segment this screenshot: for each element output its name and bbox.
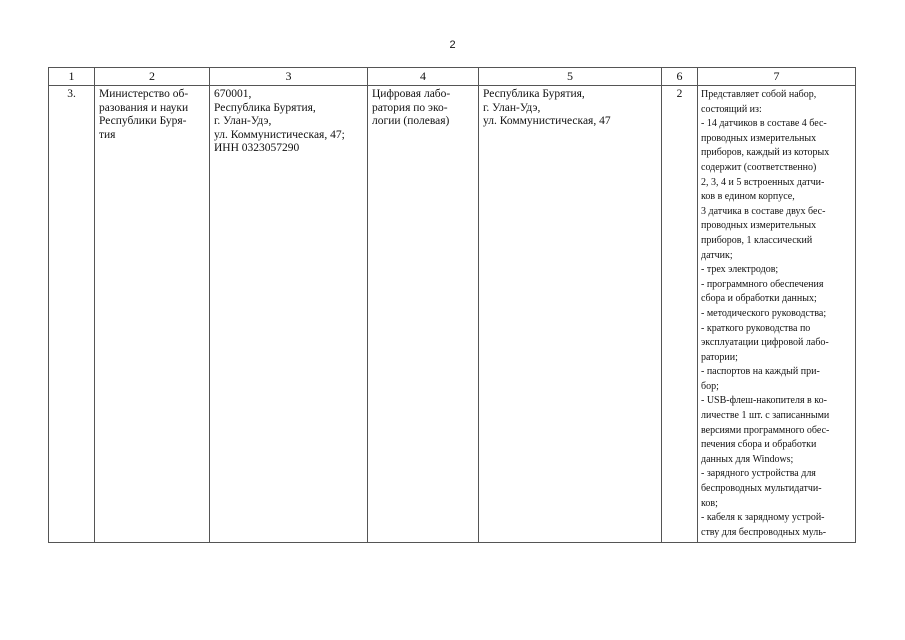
column-header-6: 6 (662, 68, 698, 86)
row-number: 3. (49, 86, 95, 543)
column-header-5: 5 (479, 68, 662, 86)
address-cell (210, 86, 368, 543)
column-header-2: 2 (95, 68, 210, 86)
address-text: 670001, Республика Бурятия, г. Улан-Удэ, ул. Коммунистическая, 47; ИНН 0323057290 (214, 88, 345, 154)
description-text: Представляет собой набор, состоящий из: - 14 датчиков в составе 4 бес- проводных измерительных приборов, каждый из которых содержит (соответственно) 2, 3, 4 и 5 встроенных датчи- ков в едином корпусе, 3 датчика в составе двух бес- проводных измерительных приборов, 1 классический датчик; - трех электродов; - программного обеспечения сбора и обработки данных; - методического руководства; - краткого руководства по эксплуатации цифровой лабо- ратории; - паспортов на каждый при- бор; - USB-флеш-накопителя в ко- личестве 1 шт. с записанными версиями программного обес- печения сбора и обработки данных для Windows; - зарядного устройства для беспроводных мультидатчи- ков; - кабеля к зарядному устрой- ству для беспроводных муль- (701, 89, 830, 538)
description-cell (698, 86, 856, 543)
column-header-4: 4 (368, 68, 479, 86)
equipment-name-cell (368, 86, 479, 543)
location-text: Республика Бурятия, г. Улан-Удэ, ул. Коммунистическая, 47 (483, 88, 611, 127)
organization-cell (95, 86, 210, 543)
table-row (49, 86, 856, 543)
organization-text: Министерство об- разования и науки Республики Буря- тия (99, 88, 189, 141)
page-number: 2 (449, 39, 456, 51)
quantity-cell: 2 (662, 86, 698, 543)
equipment-name-text: Цифровая лабо- ратория по эко- логии (полевая) (372, 88, 451, 127)
column-header-3: 3 (210, 68, 368, 86)
column-header-1: 1 (49, 68, 95, 86)
registry-table (48, 67, 856, 543)
header-row (49, 68, 856, 86)
column-header-7: 7 (698, 68, 856, 86)
location-cell (479, 86, 662, 543)
